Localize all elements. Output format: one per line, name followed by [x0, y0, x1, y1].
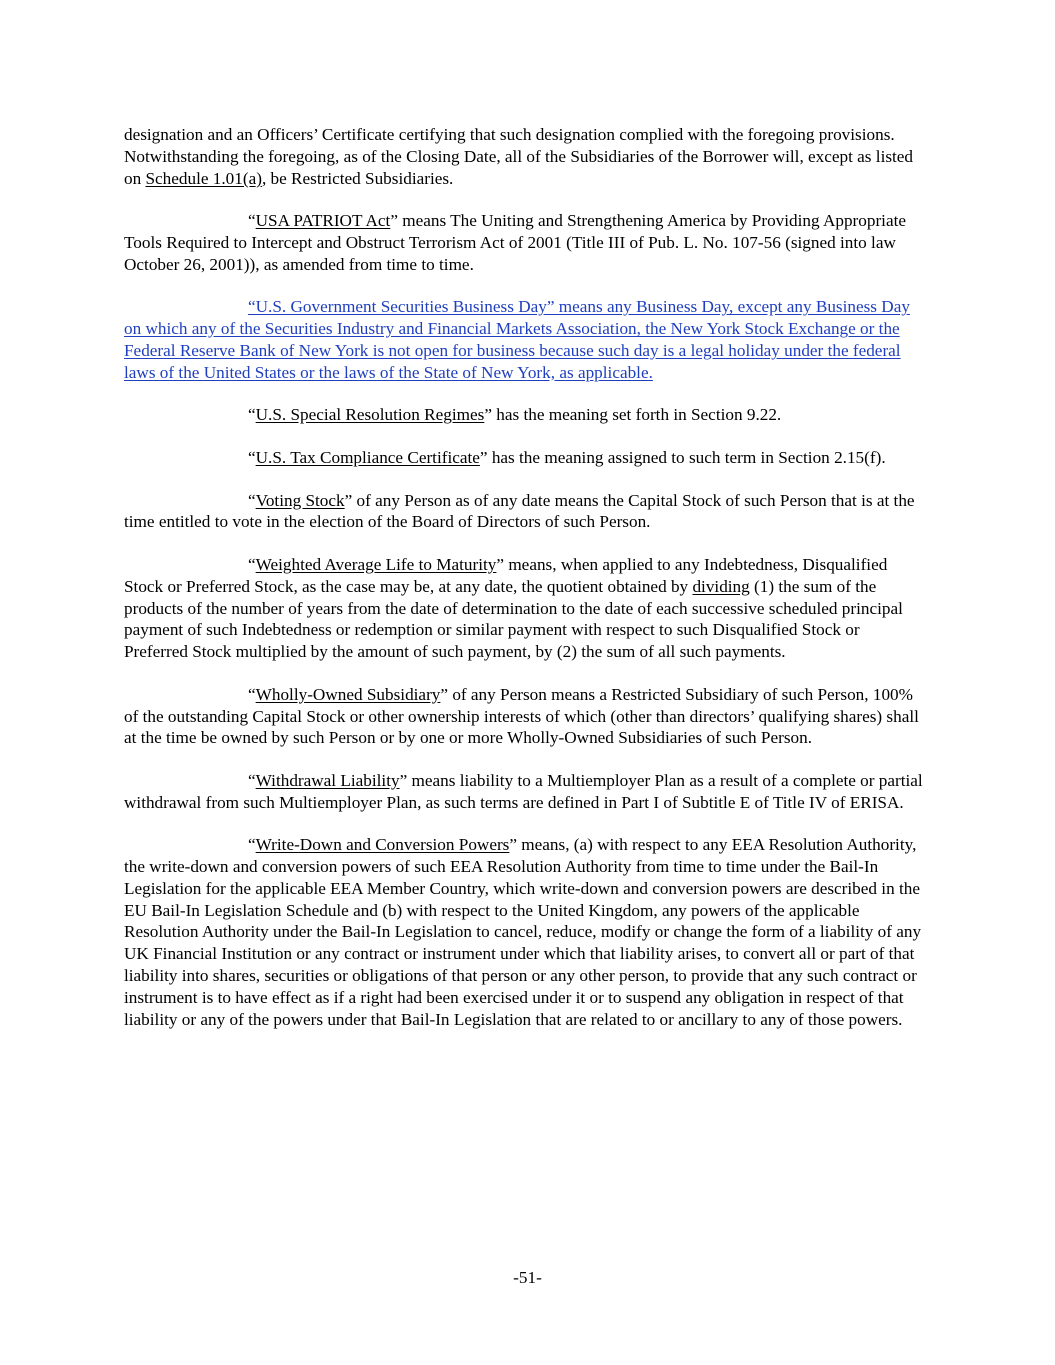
definition-text: ” of any Person as of any date means the Capital Stock of such Person that is at the time entitled to vote in the election of the Board of Directors of such Person.: [124, 490, 915, 532]
defined-term: Withdrawal Liability: [255, 770, 400, 790]
definition-write-down-and-conversion-powers: [124, 834, 924, 1030]
definition-text: ” has the meaning set forth in Section 9.22.: [484, 405, 782, 425]
open-quote: “: [248, 211, 256, 231]
open-quote: “: [248, 405, 256, 425]
definition-us-tax-compliance-certificate: [124, 447, 924, 469]
open-quote: “: [248, 835, 256, 855]
open-quote: “: [248, 684, 256, 704]
defined-term: Wholly-Owned Subsidiary: [255, 684, 441, 704]
defined-term: U.S. Tax Compliance Certificate: [255, 447, 480, 467]
open-quote: “: [248, 447, 256, 467]
underlined-word: dividing: [692, 576, 750, 596]
paragraph-text: designation and an Officers’ Certificate certifying that such designation complied with the foregoing provisions. Notwithstanding the foregoing, as of the Closing Date, all of the Subsidiaries of the Borrower will, except as listed on: [124, 125, 914, 188]
defined-term: Schedule 1.01(a): [145, 168, 262, 188]
defined-term: U.S. Special Resolution Regimes: [255, 405, 485, 425]
defined-term: Write-Down and Conversion Powers: [255, 835, 510, 855]
definition-text: ” has the meaning assigned to such term in Section 2.15(f).: [479, 447, 886, 467]
defined-term: Weighted Average Life to Maturity: [255, 554, 497, 574]
page-number: -51-: [513, 1268, 542, 1287]
paragraph-text: , be Restricted Subsidiaries.: [261, 168, 454, 188]
definition-us-government-securities-business-day: [124, 296, 924, 383]
definition-text: ” means, when applied to any Indebtedness, Disqualified Stock or Preferred Stock, as the case may be, at any date, the quotient obtained by: [124, 554, 888, 596]
definition-text: ” of any Person means a Restricted Subsidiary of such Person, 100% of the outstanding Capital Stock or other ownership interests of which (other than directors’ qualifying shares) shall at the time be owned by such Person or by one or more Wholly-Owned Subsidiaries of such Person.: [124, 684, 919, 748]
definition-text: (1) the sum of the products of the number of years from the date of determination to the date of each successive scheduled principal payment of such Indebtedness or redemption or similar payment with respect to such Disqualified Stock or Preferred Stock multiplied by the amount of such payment, by (2) the sum of all such payments.: [124, 576, 903, 662]
definition-text: ” means liability to a Multiemployer Plan as a result of a complete or partial withdrawal from such Multiemployer Plan, as such terms are defined in Part I of Subtitle E of Title IV of ERISA.: [124, 770, 923, 812]
paragraph-continuation: [124, 124, 924, 189]
inserted-definition-text: “U.S. Government Securities Business Day” means any Business Day, except any Business Day on which any of the Securities Industry and Financial Markets Association, the New York Stock Exchange or the Federal Reserve Bank of New York is not open for business because such day is a legal holiday under the federal laws of the United States or the laws of the State of New York, as applicable.: [124, 297, 910, 382]
definition-us-special-resolution-regimes: [124, 404, 924, 426]
definition-wholly-owned-subsidiary: [124, 684, 924, 749]
definition-usa-patriot-act: [124, 210, 924, 275]
open-quote: “: [248, 770, 256, 790]
definition-withdrawal-liability: [124, 770, 924, 814]
defined-term: Voting Stock: [255, 490, 345, 510]
document-body: [124, 124, 924, 1051]
open-quote: “: [248, 490, 256, 510]
definition-voting-stock: [124, 490, 924, 534]
definition-weighted-average-life-to-maturity: [124, 554, 924, 663]
definition-text: ” means, (a) with respect to any EEA Resolution Authority, the write-down and conversion powers of such EEA Resolution Authority from time to time under the Bail-In Legislation for the applicable EEA Member Country, which write-down and conversion powers are described in the EU Bail-In Legislation Schedule and (b) with respect to the United Kingdom, any powers of the applicable Resolution Authority under the Bail-In Legislation to cancel, reduce, modify or change the form of a liability of any UK Financial Institution or any contract or instrument under which that liability arises, to convert all or part of that liability into shares, securities or obligations of that person or any other person, to provide that any such contract or instrument is to have effect as if a right had been exercised under it or to suspend any obligation in respect of that liability or any of the powers under that Bail-In Legislation that are related to or ancillary to any of those powers.: [124, 835, 922, 1029]
defined-term: USA PATRIOT Act: [255, 211, 391, 231]
open-quote: “: [248, 554, 256, 574]
definition-text: ” means The Uniting and Strengthening America by Providing Appropriate Tools Required to Intercept and Obstruct Terrorism Act of 2001 (Title III of Pub. L. No. 107-56 (signed into law October 26, 2001)), as amended from time to time.: [124, 211, 906, 274]
